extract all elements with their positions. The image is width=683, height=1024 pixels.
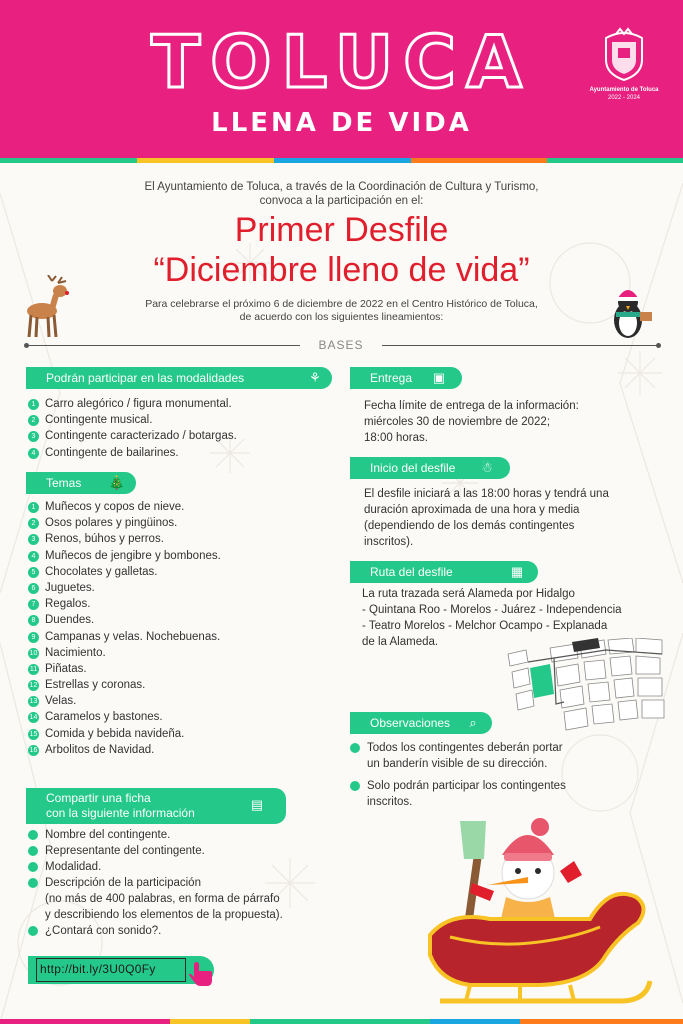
- list-item: [350, 778, 670, 810]
- brand-title: TOLUCA: [151, 20, 532, 104]
- number-badge: 1: [28, 399, 39, 410]
- number-badge: 7: [28, 599, 39, 610]
- item-label: Contingente caracterizado / botargas.: [45, 430, 237, 443]
- item-label: Duendes.: [45, 614, 95, 627]
- section-modalidades-heading: [26, 367, 332, 389]
- section-entrega-heading: [350, 367, 462, 389]
- inicio-text: [364, 486, 674, 550]
- item-label: Contingente musical.: [45, 414, 153, 427]
- item-label: Representante del contingente.: [45, 845, 205, 857]
- description-detail-1: (no más de 400 palabras, en forma de párrafo: [45, 893, 280, 905]
- number-badge: 14: [29, 714, 38, 722]
- color-band-bottom: [0, 1019, 683, 1024]
- bullet: [28, 878, 38, 888]
- section-temas-heading: [26, 472, 136, 494]
- christmas-tree-icon: 🎄: [108, 475, 126, 490]
- ruta-heading-label: Ruta del desfile: [370, 565, 453, 579]
- inicio-line-4: inscritos).: [364, 536, 414, 548]
- list-item: [28, 499, 221, 515]
- observacion-1-line-1: Todos los contingentes deberán portar: [367, 742, 563, 754]
- number-badge: 6: [28, 583, 39, 594]
- divider-dot-left: [24, 343, 29, 348]
- map-icon: ▦: [510, 564, 524, 579]
- list-item: [28, 859, 348, 875]
- item-label: Modalidad.: [45, 861, 102, 873]
- coat-of-arms-logo: [596, 26, 652, 82]
- seal-caption: [578, 86, 670, 102]
- list-item: [28, 677, 221, 693]
- item-label: Regalos.: [45, 598, 91, 611]
- description-line-2: de acuerdo con los siguientes lineamientos:: [239, 311, 444, 323]
- item-label: Comida y bebida navideña.: [45, 727, 185, 740]
- list-item: [350, 740, 670, 772]
- bullet: [28, 830, 38, 840]
- event-subtitle: “Diciembre lleno de vida”: [153, 251, 530, 289]
- list-item: [28, 629, 221, 645]
- observaciones-heading-label: Observaciones: [370, 716, 451, 730]
- section-ruta-heading: [350, 561, 538, 583]
- section-ficha-heading: [26, 788, 286, 824]
- pointer-hand-icon: [188, 961, 214, 987]
- list-item: [28, 531, 221, 547]
- entrega-heading-label: Entrega: [370, 371, 413, 385]
- item-label: Muñecos y copos de nieve.: [45, 501, 185, 513]
- item-label: ¿Contará con sonido?.: [45, 925, 162, 937]
- bullet: [350, 781, 360, 791]
- observacion-2-line-2: inscritos.: [367, 796, 413, 808]
- header-banner: [0, 0, 683, 160]
- ficha-list: [28, 827, 348, 939]
- dancers-icon: ⚘: [309, 370, 321, 385]
- item-label: Descripción de la participación: [45, 877, 201, 889]
- route-map: [506, 638, 668, 734]
- document-icon: ▤: [250, 797, 264, 812]
- event-description: [90, 298, 593, 324]
- brand: [0, 20, 683, 138]
- number-badge: 3: [28, 534, 39, 545]
- description-line-1: Para celebrarse el próximo 6 de diciembre de 2022 en el Centro Histórico de Toluca,: [145, 298, 538, 310]
- list-item: [28, 923, 348, 939]
- entrega-text: [364, 398, 664, 446]
- number-badge: 8: [28, 615, 39, 626]
- entrega-line-2: miércoles 30 de noviembre de 2022;: [364, 416, 551, 428]
- snowman-sleigh-illustration: [410, 815, 660, 1015]
- observacion-2-line-1: Solo podrán participar los contingentes: [367, 780, 566, 792]
- number-badge: 4: [28, 551, 39, 562]
- penguin-illustration: [606, 286, 656, 342]
- item-label: Estrellas y coronas.: [45, 679, 146, 692]
- item-label: Juguetes.: [45, 581, 95, 594]
- modalidades-list: [28, 396, 237, 461]
- number-badge: 4: [28, 448, 39, 459]
- number-badge: 5: [28, 567, 39, 578]
- snowman-icon: ☃: [481, 460, 493, 475]
- intro-line-1: El Ayuntamiento de Toluca, a través de la Coordinación de Cultura y Turismo,: [144, 181, 539, 193]
- item-label: Nombre del contingente.: [45, 829, 171, 841]
- ruta-line-3: - Teatro Morelos - Melchor Ocampo - Explanada: [362, 620, 608, 632]
- item-label: Velas.: [45, 695, 77, 708]
- item-label: Osos polares y pingüinos.: [45, 517, 178, 530]
- ruta-line-1: La ruta trazada será Alameda por Hidalgo: [362, 588, 575, 600]
- event-title: Primer Desfile: [234, 211, 449, 249]
- bullet: [28, 862, 38, 872]
- intro-text: [60, 180, 623, 208]
- bullet: [28, 846, 38, 856]
- ruta-line-4: de la Alameda.: [362, 636, 439, 648]
- list-item: [28, 709, 221, 725]
- list-item: [28, 580, 221, 596]
- seal-caption-name: Ayuntamiento de Toluca: [589, 87, 659, 93]
- list-item: [28, 564, 221, 580]
- number-badge: 13: [29, 698, 38, 706]
- list-item: [28, 612, 221, 628]
- entrega-line-1: Fecha límite de entrega de la información:: [364, 400, 579, 412]
- item-label: Renos, búhos y perros.: [45, 533, 164, 546]
- number-badge: 2: [28, 518, 39, 529]
- item-label: Muñecos de jengibre y bombones.: [45, 549, 221, 562]
- item-label: Arbolitos de Navidad.: [45, 743, 155, 756]
- section-inicio-heading: [350, 457, 510, 479]
- list-item: [28, 515, 221, 531]
- list-item: [28, 742, 221, 758]
- divider-dot-right: [656, 343, 661, 348]
- item-label: Caramelos y bastones.: [45, 711, 163, 724]
- number-badge: 12: [29, 682, 38, 690]
- list-item: [28, 843, 348, 859]
- form-link[interactable]: http://bit.ly/3U0Q0Fy: [40, 962, 156, 976]
- temas-list: [28, 499, 221, 758]
- list-item: [28, 726, 221, 742]
- item-label: Campanas y velas. Nochebuenas.: [45, 630, 221, 643]
- ficha-heading-line-1: Compartir una ficha: [46, 791, 151, 805]
- entrega-line-3: 18:00 horas.: [364, 432, 428, 444]
- number-badge: 1: [28, 502, 39, 513]
- number-badge: 3: [28, 431, 39, 442]
- item-label: Carro alegórico / figura monumental.: [45, 398, 232, 410]
- description-detail-2: y describiendo los elementos de la propuesta).: [45, 909, 283, 921]
- brand-tagline: LLENA DE VIDA: [211, 108, 472, 138]
- list-item: [28, 396, 237, 412]
- inicio-line-3: (dependiendo de los demás contingentes: [364, 520, 575, 532]
- list-item: [28, 693, 221, 709]
- ruta-line-2: - Quintana Roo - Morelos - Juárez - Independencia: [362, 604, 622, 616]
- list-item: [28, 596, 221, 612]
- list-item: [28, 827, 348, 843]
- ficha-heading-line-2: con la siguiente información: [46, 806, 195, 820]
- item-label: Nacimiento.: [45, 646, 106, 659]
- number-badge: 10: [29, 649, 38, 657]
- list-item: [28, 875, 348, 923]
- reindeer-illustration: [22, 275, 80, 341]
- item-label: Contingente de bailarines.: [45, 446, 179, 459]
- list-item: [28, 428, 237, 444]
- inicio-heading-label: Inicio del desfile: [370, 461, 456, 475]
- number-badge: 16: [29, 746, 38, 754]
- temas-heading-label: Temas: [46, 476, 82, 490]
- list-item: [28, 412, 237, 428]
- list-item: [28, 661, 221, 677]
- list-item: [28, 645, 221, 661]
- item-label: Piñatas.: [45, 662, 87, 675]
- observaciones-list: [350, 740, 670, 810]
- bullet: [28, 926, 38, 936]
- inicio-line-1: El desfile iniciará a las 18:00 horas y tendrá una: [364, 488, 609, 500]
- bullet: [350, 743, 360, 753]
- bases-heading: BASES: [300, 338, 382, 352]
- section-observaciones-heading: [350, 712, 492, 734]
- intro-line-2: convoca a la participación en el:: [259, 195, 424, 207]
- number-badge: 2: [28, 415, 39, 426]
- item-label: Chocolates y galletas.: [45, 565, 158, 578]
- number-badge: 15: [29, 730, 38, 738]
- number-badge: 9: [28, 632, 39, 643]
- magnifier-icon: ⌕: [469, 715, 477, 730]
- delivery-icon: ▣: [432, 370, 446, 385]
- list-item: [28, 445, 237, 461]
- observacion-1-line-2: un banderín visible de su dirección.: [367, 758, 548, 770]
- seal-caption-years: 2022 - 2024: [607, 95, 641, 101]
- list-item: [28, 548, 221, 564]
- inicio-line-2: duración aproximada de una hora y media: [364, 504, 580, 516]
- modalidades-heading-label: Podrán participar en las modalidades: [46, 371, 245, 385]
- number-badge: 11: [29, 665, 38, 673]
